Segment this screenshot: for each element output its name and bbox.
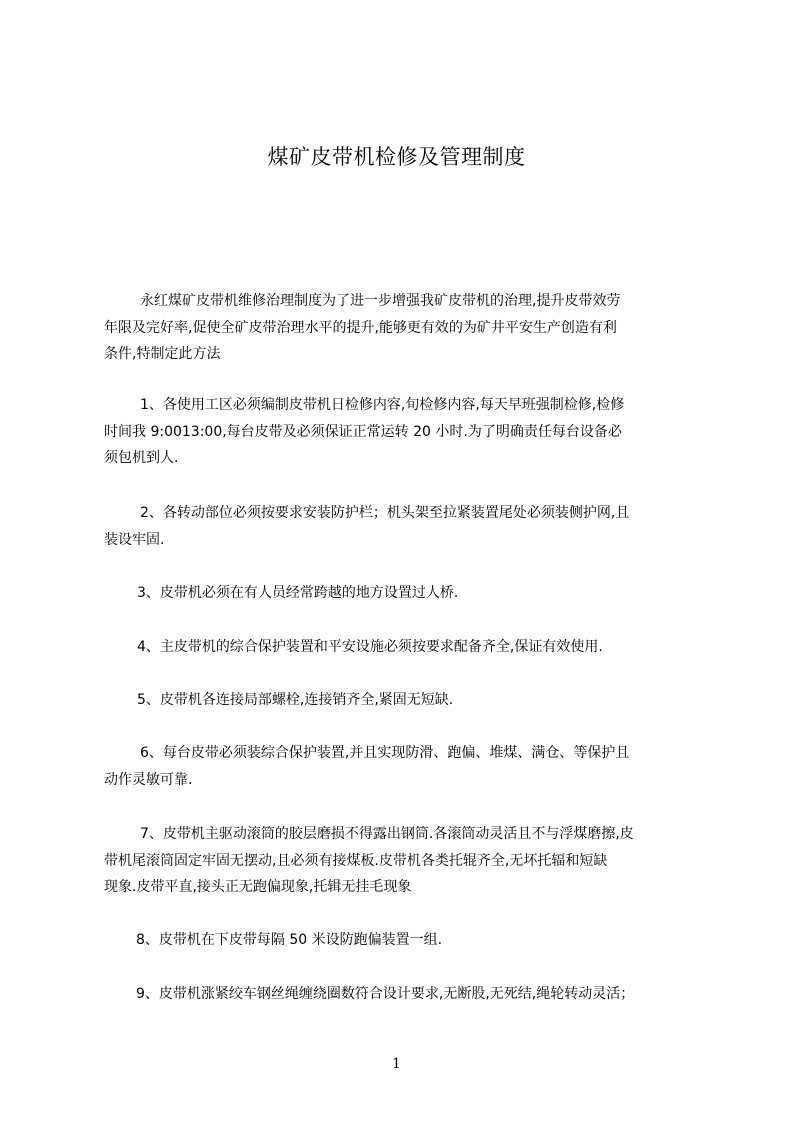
paragraph-line: 3、皮带机必须在有人员经常跨越的地方设置过人桥. [137, 585, 459, 601]
item-8-paragraph [104, 927, 702, 954]
item-5-paragraph [104, 687, 702, 714]
item-2-paragraph [104, 500, 702, 553]
paragraph-line: 1、各使用工区必须编制皮带机日检修内容,旬检修内容,每天早班强制检修,检修 [140, 397, 625, 413]
paragraph-line: 现象.皮带平直,接头正无跑偏现象,托辑无挂毛现象 [104, 879, 412, 895]
item-1-paragraph [104, 392, 702, 472]
paragraph-line: 7、皮带机主驱动滚筒的胶层磨损不得露出钢筒.各滚筒动灵活且不与浮煤磨擦,皮 [140, 826, 634, 842]
item-6-paragraph [104, 740, 702, 793]
item-3-paragraph [104, 580, 702, 607]
intro-paragraph [104, 288, 702, 368]
paragraph-line: 永红煤矿皮带机维修治理制度为了进一步增强我矿皮带机的治理,提升皮带效劳 [140, 293, 621, 309]
item-9-paragraph [104, 981, 702, 1008]
item-7-paragraph [104, 821, 702, 901]
paragraph-line: 年限及完好率,促使全矿皮带治理水平的提升,能够更有效的为矿井平安生产创造有利 [104, 319, 617, 336]
paragraph-line: 9、皮带机涨紧绞车钢丝绳缠绕圈数符合设计要求,无断股,无死结,绳轮转动灵活； [136, 986, 635, 1002]
paragraph-line: 时间我 9:0013:00,每台皮带及必须保证正常运转 20 小时.为了明确责任每台设备必 [104, 423, 622, 440]
paragraph-line: 8、皮带机在下皮带每隔 50 米设防跑偏装置一组. [136, 932, 443, 948]
paragraph-line: 2、各转动部位必须按要求安装防护栏；机头架至拉紧装置尾处必须装侧护网,且 [140, 505, 630, 521]
paragraph-line: 装设牢固. [104, 531, 165, 548]
paragraph-line: 4、主皮带机的综合保护装置和平安设施必须按要求配备齐全,保证有效使用. [137, 639, 603, 655]
paragraph-line: 条件,特制定此方法 [104, 346, 221, 362]
document-title: 煤矿皮带机检修及管理制度 [267, 145, 526, 169]
paragraph-line: 动作灵敏可靠. [104, 771, 193, 788]
paragraph-line: 6、每台皮带必须装综合保护装置,并且实现防滑、跑偏、堆煤、满仓、等保护且 [140, 745, 630, 761]
paragraph-line: 5、皮带机各连接局部螺栓,连接销齐全,紧固无短缺. [137, 692, 454, 708]
paragraph-line: 带机尾滚筒固定牢固无摆动,且必须有接煤板.皮带机各类托辊齐全,无坏托辐和短缺 [104, 852, 608, 869]
item-4-paragraph [104, 634, 702, 661]
page-number: 1 [392, 1056, 401, 1072]
paragraph-line: 须包机到人. [104, 450, 179, 466]
